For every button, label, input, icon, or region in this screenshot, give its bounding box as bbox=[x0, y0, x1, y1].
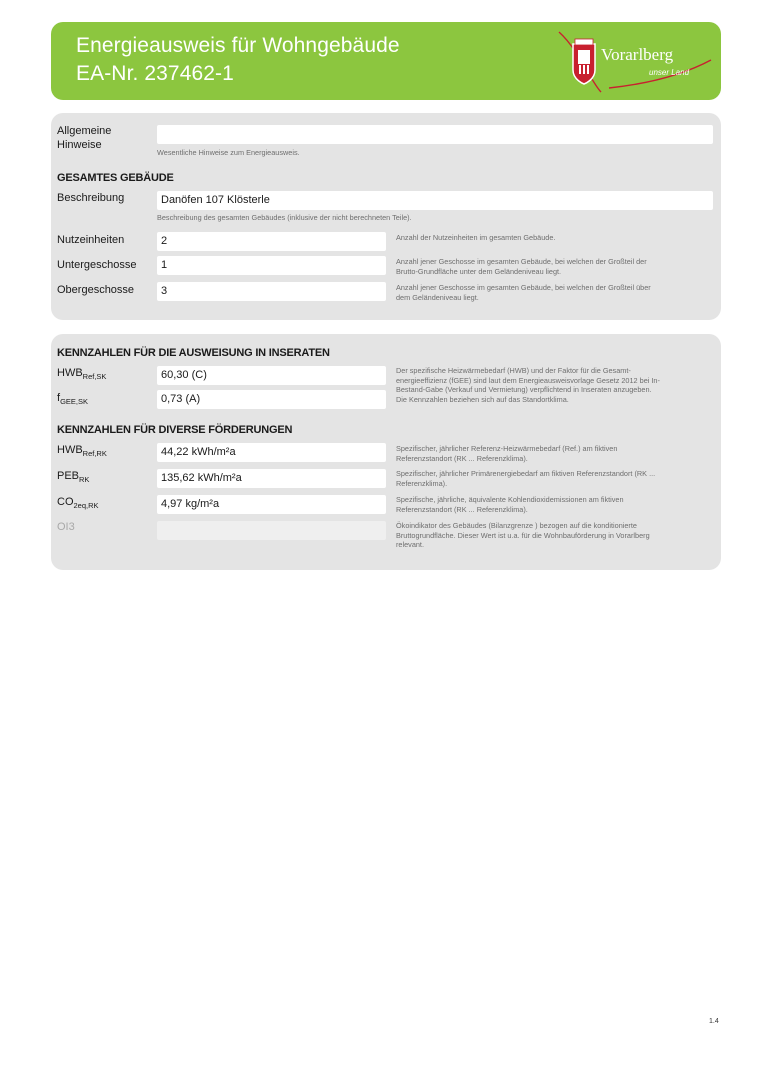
vorarlberg-logo bbox=[551, 26, 719, 96]
ads-section-title: KENNZAHLEN FÜR DIE AUSWEISUNG IN INSERATEN bbox=[57, 347, 330, 359]
units-label: Nutzeinheiten bbox=[57, 234, 125, 246]
logo-text: Vorarlberg bbox=[601, 45, 674, 64]
co2-rk-label: $CO_{2eq,RK}$ bbox=[57, 496, 99, 510]
hwb-ref-sk-label: $HWB_{Ref,SK}$ bbox=[57, 367, 107, 381]
ads-hint: Der spezifische Heizwärmebedarf (HWB) und der Faktor für die Gesamt- energieeffizienz (fGEE) sind laut dem Energieausweisvorlage Gesetz 2012 bei In- Bestand-Gabe (Verkauf und Vermietung) verpflichtend in Inseraten anzugeben. Die Kennzahlen beziehen sich auf das Standortklima. bbox=[396, 366, 660, 404]
peb-rk-hint: Spezifischer, jährlicher Primärenergiebedarf am fiktiven Referenzstandort (RK ... Referenzklima). bbox=[396, 469, 656, 488]
co2-rk-hint: Spezifische, jährliche, äquivalente Kohlendioxidemissionen am fiktiven Referenzstandort (RK ... Referenzklima). bbox=[396, 495, 624, 514]
peb-rk-label: $PEB_{RK}$ bbox=[57, 470, 90, 484]
hwb-ref-rk-field[interactable]: 44,22 kWh/m²a bbox=[157, 443, 386, 462]
co2-rk-field[interactable]: 4,97 kg/m²a bbox=[157, 495, 386, 514]
hwb-ref-rk-hint: Spezifischer, jährlicher Referenz-Heizwärmebedarf (Ref.) am fiktiven Referenzstandort (RK ... Referenzklima). bbox=[396, 444, 618, 463]
basement-label: Untergeschosse bbox=[57, 259, 137, 271]
general-notes-hint: Wesentliche Hinweise zum Energieausweis. bbox=[157, 148, 300, 157]
fgee-sk-field[interactable]: 0,73 (A) bbox=[157, 390, 386, 409]
description-field[interactable]: Danöfen 107 Klösterle bbox=[157, 191, 713, 210]
document-title: Energieausweis für Wohngebäude bbox=[76, 34, 400, 57]
upper-floors-field[interactable]: 3 bbox=[157, 282, 386, 301]
upper-floors-hint: Anzahl jener Geschosse im gesamten Gebäude, bei welchen der Großteil über dem Geländeniveau liegt. bbox=[396, 283, 651, 302]
funding-section-title: KENNZAHLEN FÜR DIVERSE FÖRDERUNGEN bbox=[57, 424, 293, 436]
description-label: Beschreibung bbox=[57, 192, 125, 204]
coat-of-arms-icon bbox=[573, 39, 595, 84]
hwb-ref-sk-field[interactable]: 60,30 (C) bbox=[157, 366, 386, 385]
building-info-panel bbox=[51, 113, 721, 320]
units-hint: Anzahl der Nutzeinheiten im gesamten Gebäude. bbox=[396, 233, 556, 242]
general-notes-label: Allgemeine Hinweise bbox=[57, 125, 112, 151]
basement-hint: Anzahl jener Geschosse im gesamten Gebäude, bei welchen der Großteil der Brutto-Grundfläche unter dem Geländeniveau liegt. bbox=[396, 257, 647, 276]
basement-field[interactable]: 1 bbox=[157, 256, 386, 275]
hwb-ref-rk-label: $HWB_{Ref,RK}$ bbox=[57, 444, 107, 458]
header-banner bbox=[51, 22, 721, 100]
oi3-label: OI3 bbox=[57, 521, 75, 533]
units-field[interactable]: 2 bbox=[157, 232, 386, 251]
general-notes-field[interactable] bbox=[157, 125, 713, 144]
building-section-title: GESAMTES GEBÄUDE bbox=[57, 172, 174, 184]
description-hint: Beschreibung des gesamten Gebäudes (inklusive der nicht berechneten Teile). bbox=[157, 213, 412, 222]
peb-rk-field[interactable]: 135,62 kWh/m²a bbox=[157, 469, 386, 488]
key-figures-panel bbox=[51, 334, 721, 570]
page-number: 1.4 bbox=[709, 1018, 719, 1025]
oi3-field[interactable] bbox=[157, 521, 386, 540]
oi3-hint: Ökoindikator des Gebäudes (Bilanzgrenze ) bezogen auf die konditionierte Bruttogrundfläche. Dieser Wert ist u.a. für die Wohnbauförderung in Vorarlberg relevant. bbox=[396, 521, 650, 550]
upper-floors-label: Obergeschosse bbox=[57, 284, 135, 296]
document-number: EA-Nr. 237462-1 bbox=[76, 62, 234, 85]
fgee-sk-label: $f_{GEE,SK}$ bbox=[57, 392, 88, 406]
logo-subtext: unser Land bbox=[649, 68, 690, 77]
